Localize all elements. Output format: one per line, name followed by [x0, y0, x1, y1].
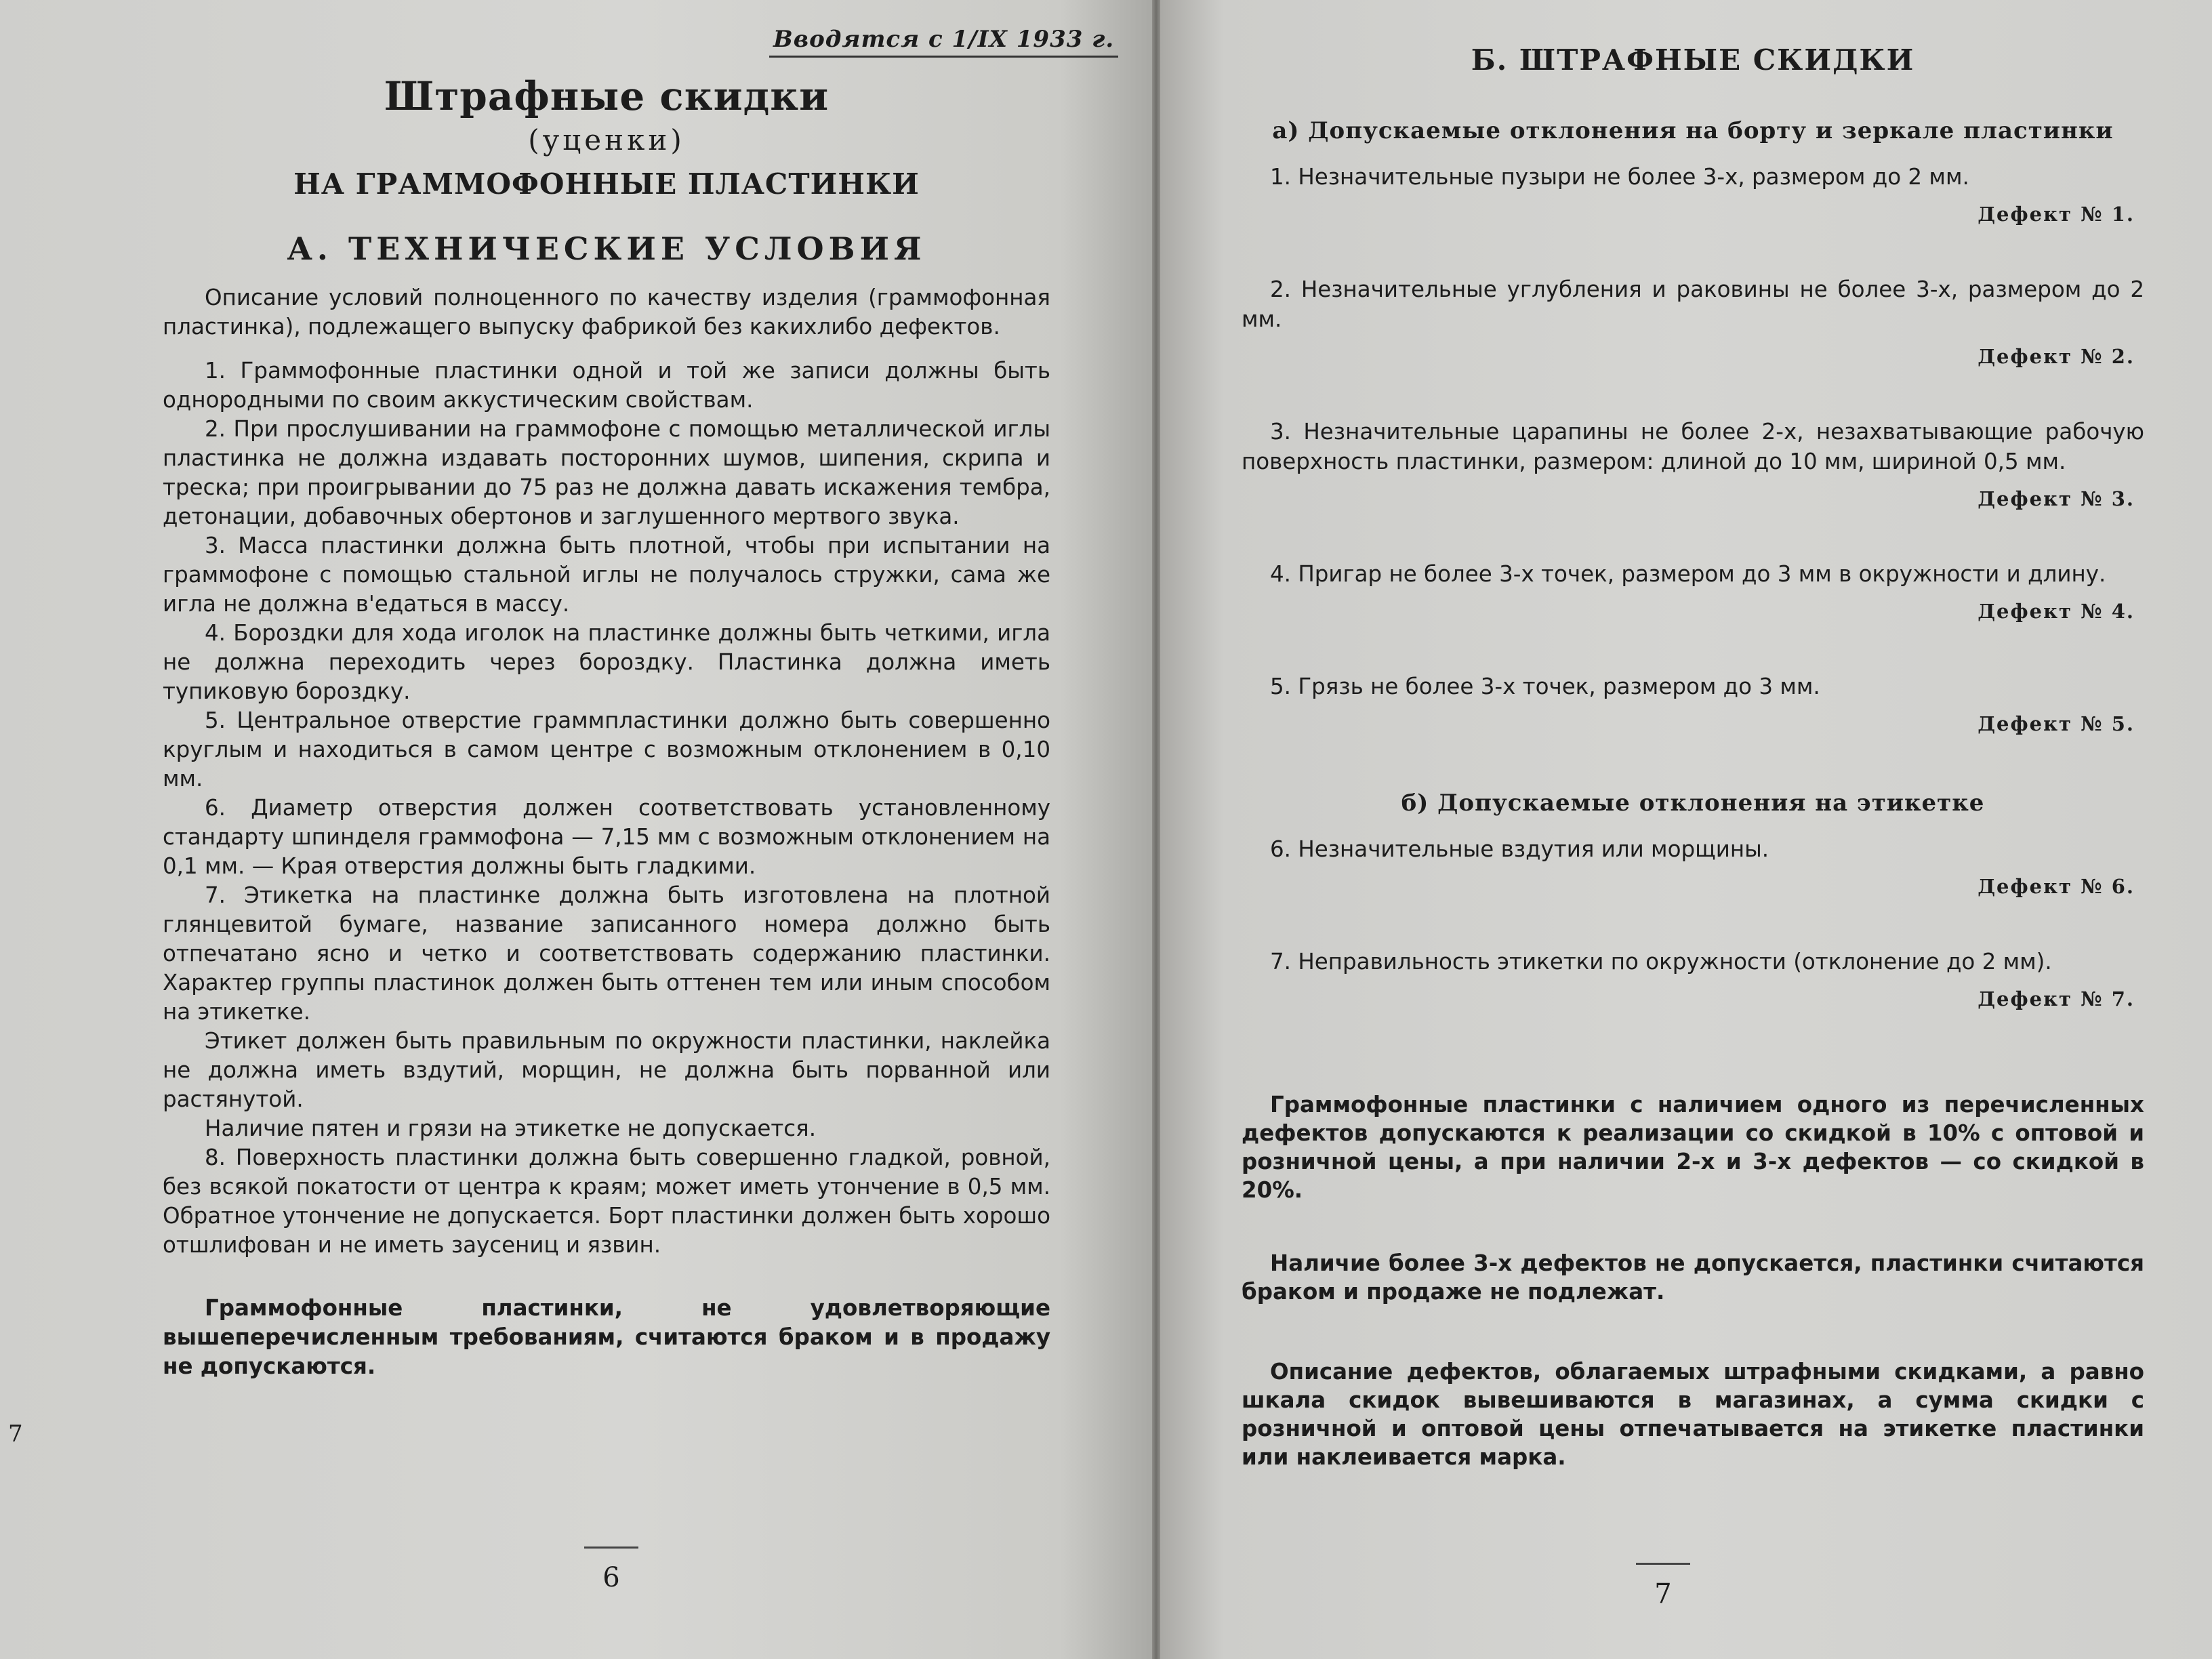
defect-text: 5. Грязь не более 3-х точек, размером до 3 мм. — [1270, 674, 1820, 699]
defect-text: 6. Незначительные вздутия или морщины. — [1270, 836, 1769, 862]
defect-text: 2. Незначительные углубления и раковины не более 3-х, размером до 2 мм. — [1242, 276, 2144, 332]
page-number-rule — [584, 1547, 638, 1549]
technical-item: 3. Масса пластинки должна быть плотной, чтобы при испытании на граммофоне с помощью стальной иглы не получалось стружки, сама же игла не должна в'едаться в массу. — [163, 533, 1050, 617]
defect-label: Дефект № 6. — [1978, 875, 2135, 898]
reject-rule-paragraph: Наличие более 3-х дефектов не допускается, пластинки считаются браком и продаже не подлежат. — [1242, 1250, 2144, 1305]
defect-label: Дефект № 4. — [1978, 600, 2135, 623]
technical-item: 5. Центральное отверстие граммпластинки должно быть совершенно круглым и находиться в самом центре с возможным отклонением в 0,10 мм. — [163, 708, 1050, 792]
defect-label: Дефект № 3. — [1978, 487, 2135, 510]
technical-item: 7. Этикетка на пластинке должна быть изготовлена на плотной глянцевитой бумаге, название записанного номера должно быть отпечатано ясно и четко и соответствовать содержанию пластинки. Характер группы пластинок должен быть оттенен тем или иным способом на этикетке. — [163, 882, 1050, 1025]
defect-text: 4. Пригар не более 3-х точек, размером до 3 мм в окружности и длину. — [1270, 561, 2106, 587]
defect-label: Дефект № 7. — [1978, 987, 2135, 1010]
defect-label: Дефект № 5. — [1978, 712, 2135, 735]
page-number-right — [1636, 1563, 1690, 1610]
technical-item: 6. Диаметр отверстия должен соответствовать установленному стандарту шпинделя граммофона — 7,15 мм с возможным отклонением на 0,1 мм. — Края отверстия должны быть гладкими. — [163, 795, 1050, 879]
technical-item: 2. При прослушивании на граммофоне с помощью металлической иглы пластинка не должна издавать посторонних шумов, шипения, скрипа и треска; при проигрывании до 75 раз не должна давать искажения тембра, детонации, добавочных обертонов и заглушенного мертвого звука. — [163, 416, 1050, 529]
defect-label: Дефект № 2. — [1978, 345, 2135, 368]
technical-item: 8. Поверхность пластинки должна быть совершенно гладкой, ровной, без всякой покатости от центра к краям; может иметь утончение в 0,5 мм. Обратное утончение не допускается. Борт пластинки должен быть хорошо отшлифован и не иметь заусениц и язвин. — [163, 1145, 1050, 1258]
subsection-label: б) Допускаемые отклонения на этикетке — [1401, 790, 1985, 817]
technical-item: 4. Бороздки для хода иголок на пластинке должны быть четкими, игла не должна переходить через бороздку. Пластинка должна иметь тупиковую бороздку. — [163, 620, 1050, 704]
defect-label: Дефект № 1. — [1978, 203, 2135, 226]
discount-rule-paragraph: Граммофонные пластинки с наличием одного из перечисленных дефектов допускаются к реализации со скидкой в 10% с оптовой и розничной цены, а при наличии 2-х и 3-х дефектов — со скидкой в 20%. — [1242, 1092, 2144, 1203]
defect-entry — [1242, 162, 2144, 226]
page-number-text: 6 — [602, 1562, 620, 1593]
page-title: Штрафные скидки — [384, 73, 830, 119]
display-rule-paragraph: Описание дефектов, облагаемых штрафными скидками, а равно шкала скидок вывешиваются в магазинах, а сумма скидки с розничной и оптовой цены отпечатывается на этикетке пластинки или наклеивается марка. — [1242, 1359, 2144, 1470]
section-title-technical: А. ТЕХНИЧЕСКИЕ УСЛОВИЯ — [287, 230, 926, 267]
defect-text: 7. Неправильность этикетки по окружности (отклонение до 2 мм). — [1270, 949, 2052, 975]
technical-item: 1. Граммофонные пластинки одной и той же записи должны быть однородными по своим аккустическим свойствам. — [163, 358, 1050, 413]
page-subtitle: (уценки) — [528, 123, 685, 157]
technical-items-list — [163, 356, 1050, 1260]
subsection-edge-mirror: а) Допускаемые отклонения на борту и зеркале пластинки — [1272, 117, 2114, 144]
defect-text: 1. Незначительные пузыри не более 3-х, размером до 2 мм. — [1270, 164, 1969, 190]
page-number-rule — [1636, 1563, 1690, 1565]
section-title-penalties: Б. ШТРАФНЫЕ СКИДКИ — [1471, 43, 1915, 77]
page-number-text: 7 — [1654, 1578, 1672, 1610]
defect-entry — [1242, 274, 2144, 368]
right-page — [1160, 0, 2212, 1659]
page-subtitle-records: НА ГРАММОФОННЫЕ ПЛАСТИНКИ — [293, 167, 920, 201]
defect-entry — [1242, 417, 2144, 510]
intro-paragraph: Описание условий полноценного по качеству изделия (граммофонная пластинка), подлежащего выпуску фабрикой без какихлибо дефектов. — [163, 285, 1050, 340]
book-gutter — [1152, 0, 1160, 1659]
defect-entry — [1242, 672, 2144, 735]
defect-entry — [1242, 834, 2144, 898]
left-conclusion: Граммофонные пластинки, не удовлетворяющие вышеперечисленным требованиям, считаются браком и в продажу не допускаются. — [163, 1295, 1050, 1379]
defect-entry — [1242, 559, 2144, 623]
technical-item: Этикет должен быть правильным по окружности пластинки, наклейка не должна иметь вздутий, морщин, не должна быть порванной или растянутой. — [163, 1028, 1050, 1112]
technical-item: Наличие пятен и грязи на этикетке не допускается. — [205, 1115, 817, 1141]
defect-entry — [1242, 947, 2144, 1010]
date-stamp: Вводятся с 1/IX 1933 г. — [769, 26, 1118, 58]
page-number-left — [584, 1547, 638, 1593]
margin-mark: 7 — [8, 1420, 23, 1448]
defect-text: 3. Незначительные царапины не более 2-х, незахватывающие рабочую поверхность пластинки, размером: длиной до 10 мм, шириной 0,5 мм. — [1242, 419, 2144, 474]
